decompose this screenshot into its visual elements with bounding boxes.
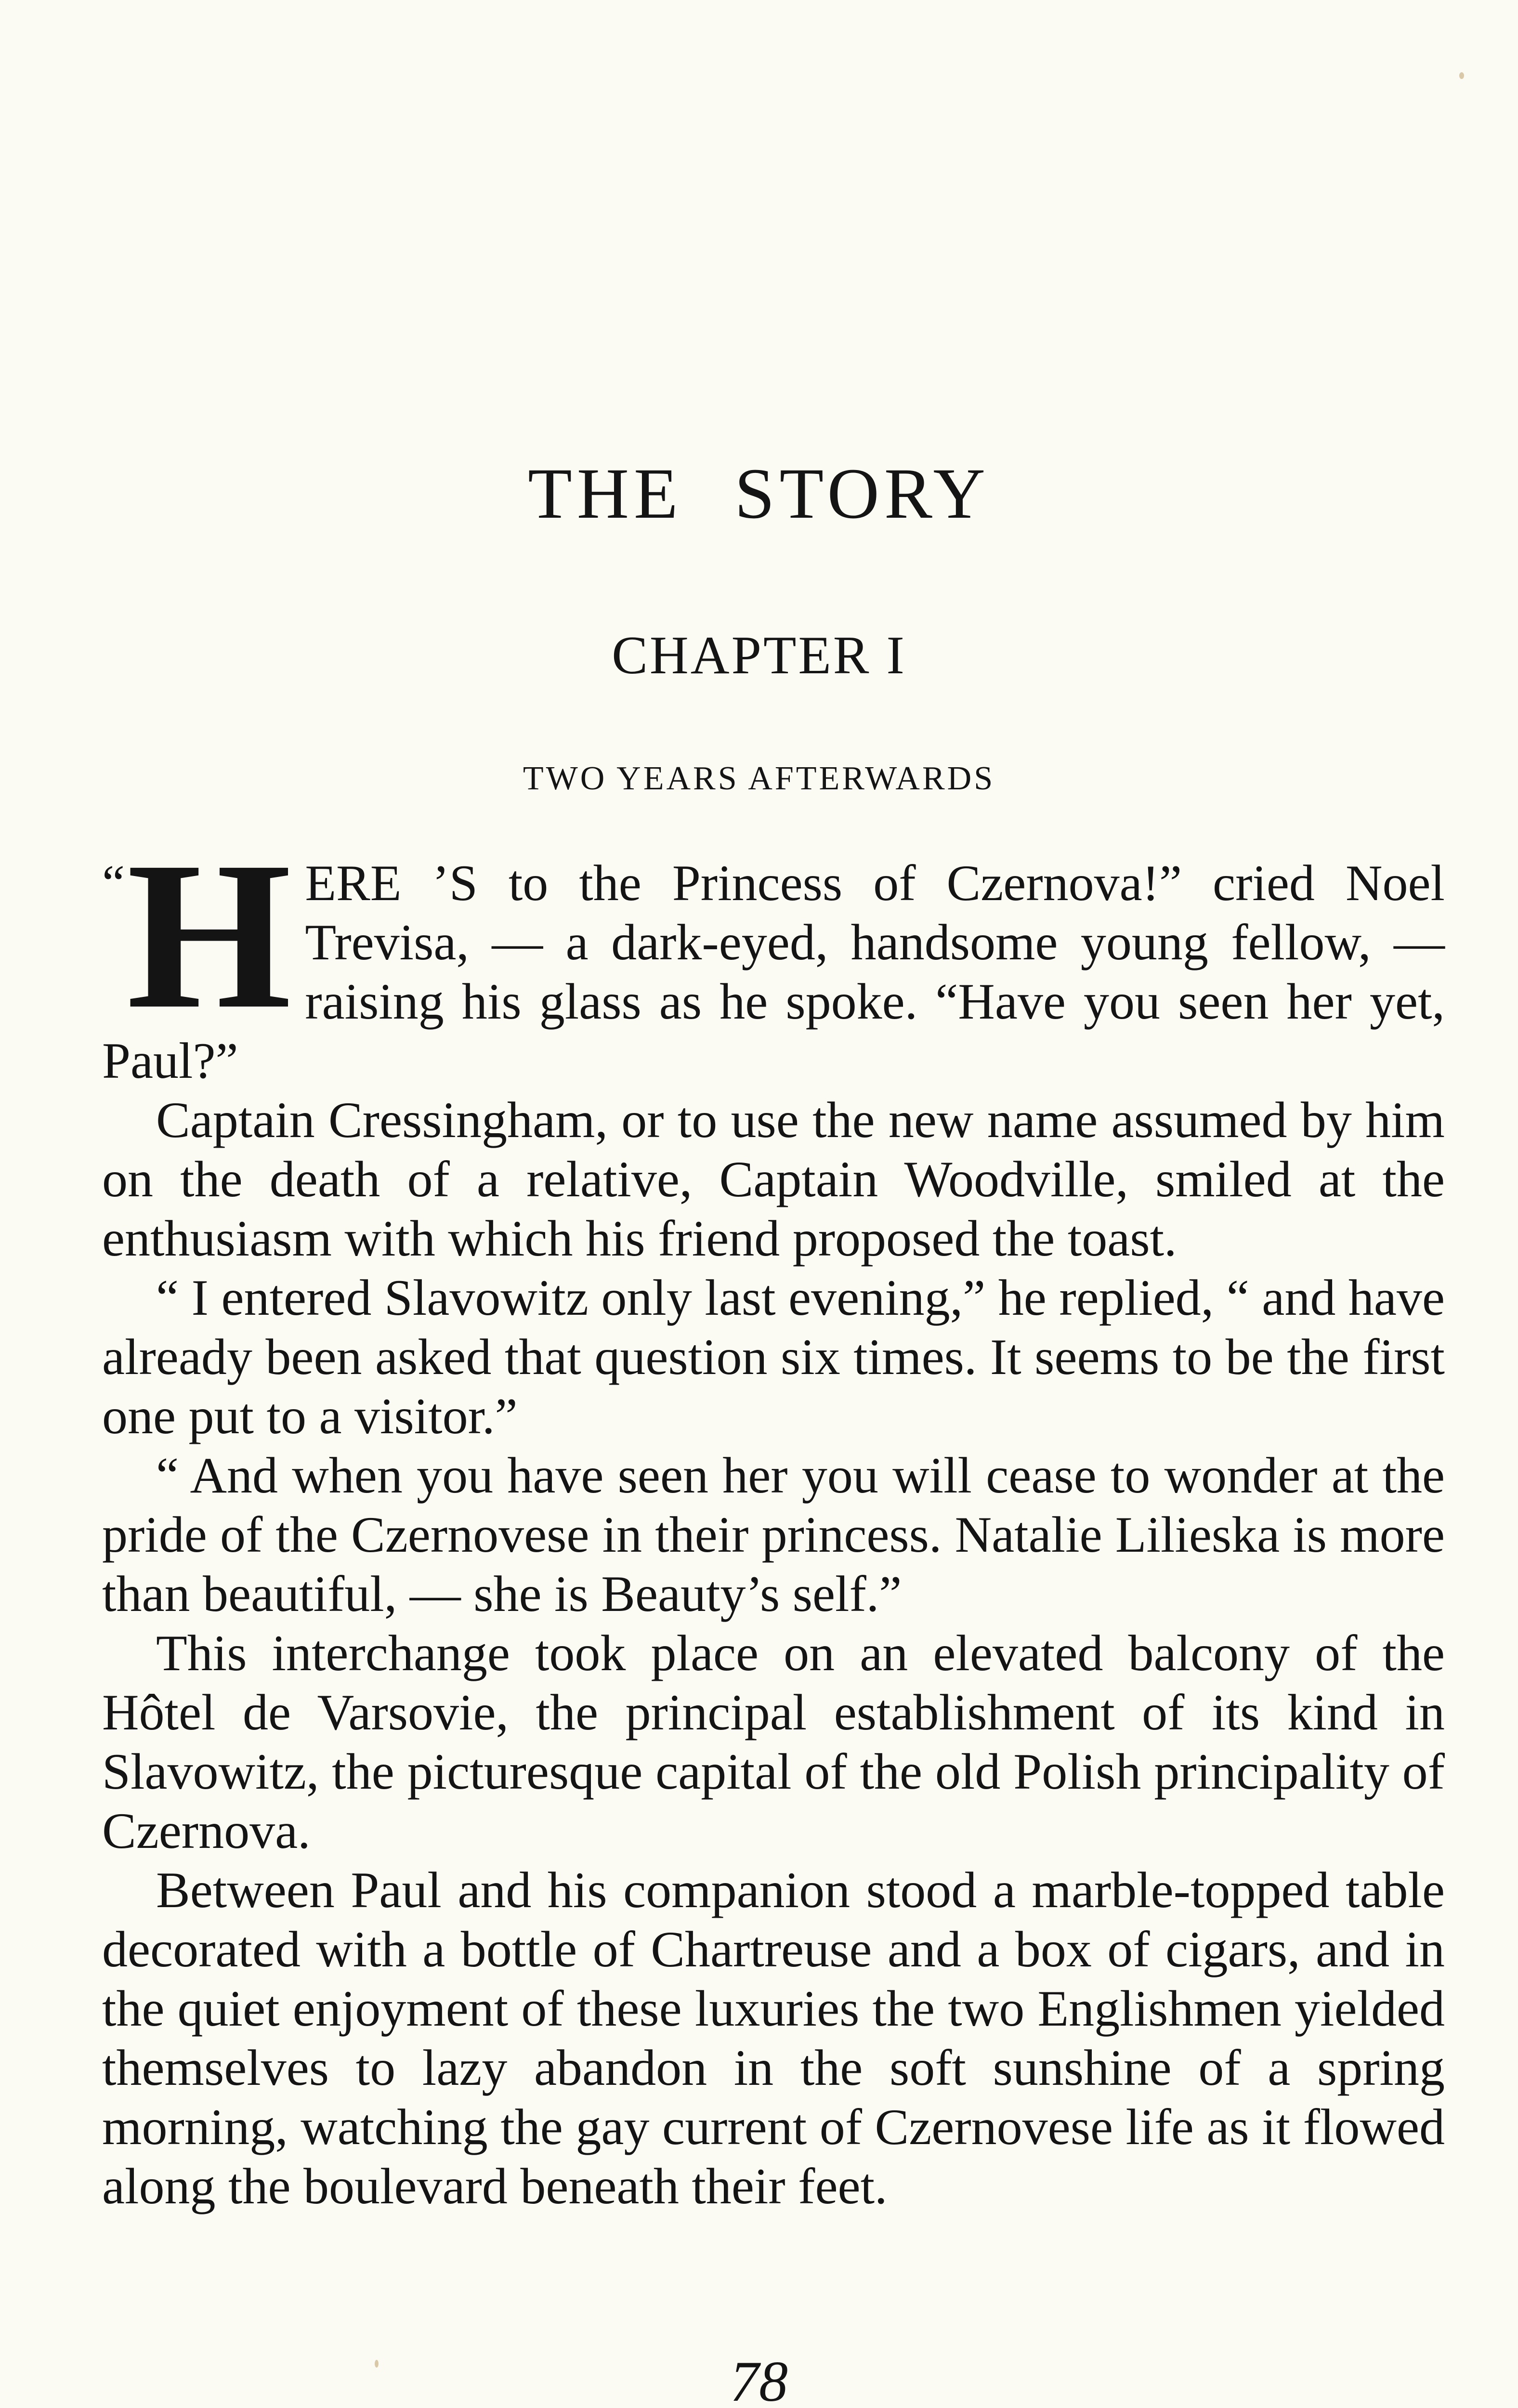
paper-speck xyxy=(375,2360,379,2368)
paragraph-4: “ And when you have seen her you will cease to wonder at the pride of the Czernovese in their princess. Natalie Lilieska is more than beautiful, — she is Beauty’s self.” xyxy=(102,1447,1445,1622)
paragraph-1 xyxy=(102,818,1445,1090)
paragraph-6: Between Paul and his companion stood a marble-topped table decorated with a bottle of Chartreuse and a box of cigars, and in the quiet enjoyment of these luxuries the two Englishmen yielded themselves to lazy abandon in the soft sunshine of a spring morning, watching the gay current of Czernovese life as it flowed along the boulevard beneath their feet. xyxy=(102,1862,1445,2214)
chapter-body xyxy=(102,818,1445,2216)
page-number: 78 xyxy=(730,2349,788,2408)
paragraph-5: This interchange took place on an elevated balcony of the Hôtel de Varsovie, the principal establishment of its kind in Slavowitz, the picturesque capital of the old Polish principality of Czernova. xyxy=(102,1625,1445,1859)
chapter-title: CHAPTER I xyxy=(612,626,906,685)
paragraph-3: “ I entered Slavowitz only last evening,” he replied, “ and have already been asked that question six times. It seems to be the first one put to a visitor.” xyxy=(102,1269,1445,1444)
book-title: THE STORY xyxy=(528,454,990,534)
paragraph-2: Captain Cressingham, or to use the new name assumed by him on the death of a relative, Captain Woodville, smiled at the enthusiasm with which his friend proposed the toast. xyxy=(102,1092,1445,1267)
paper-speck xyxy=(1459,72,1464,79)
paragraph-1-text: ERE ’S to the Princess of Czernova!” cried Noel Trevisa, — a dark-eyed, handsome young fellow, — raising his glass as he spoke. “Have you seen her yet, Paul?” xyxy=(102,855,1445,1089)
drop-cap-letter: H xyxy=(127,818,292,1053)
chapter-subtitle: TWO YEARS AFTERWARDS xyxy=(523,760,995,797)
opening-quote-mark: “ xyxy=(102,855,125,911)
